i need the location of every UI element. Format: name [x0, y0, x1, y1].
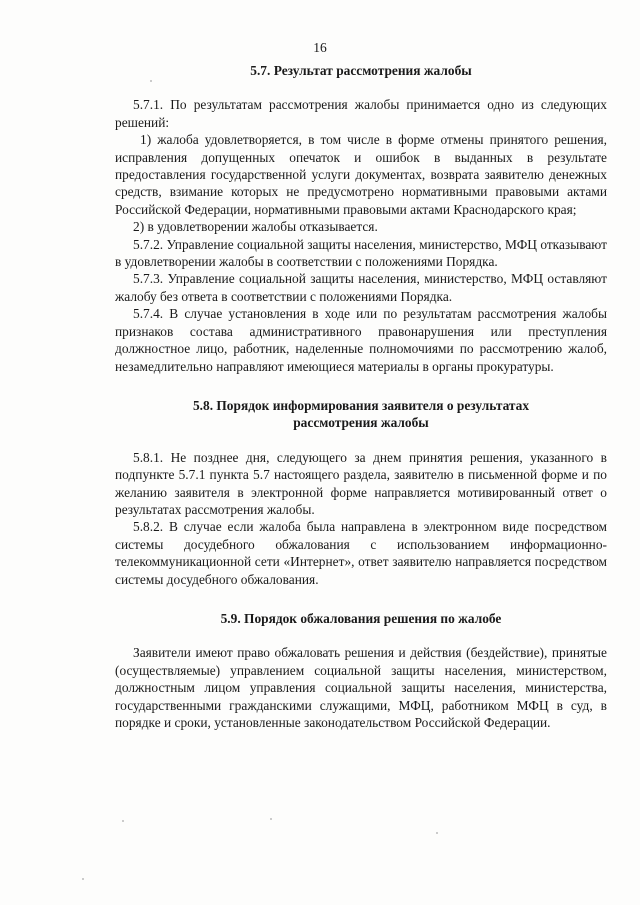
section-5-9-paragraph: Заявители имеют право обжаловать решения и действия (бездействие), принятые (осуществляемые) управлением социальной защиты населения, министерством, должностным лицом управления социальной защиты населения, министерства, государственными гражданскими служащими, МФЦ, работником МФЦ в суд, в порядке и сроки, установленные законодательством Российской Федерации. — [115, 645, 607, 730]
section-5-8-1-paragraph: 5.8.1. Не позднее дня, следующего за днем принятия решения, указанного в подпункте 5.7.1 пункта 5.7 настоящего раздела, заявителю в письменной форме и по желанию заявителя в электронной форме направляется мотивированный ответ о результатах рассмотрения жалобы. — [115, 449, 607, 517]
section-5-8-2-paragraph: 5.8.2. В случае если жалоба была направлена в электронном виде посредством системы досудебного обжалования с использованием информационно-телекоммуникационной сети «Интернет», ответ заявителю направляется посредством системы досудебного обжалования. — [115, 519, 607, 587]
section-5-7-1-paragraph: 5.7.1. По результатам рассмотрения жалобы принимается одно из следующих решений: — [115, 97, 607, 130]
scan-speck — [122, 820, 124, 822]
section-5-7-1-item-2: 2) в удовлетворении жалобы отказывается. — [133, 219, 378, 235]
section-5-8-title-line-2: рассмотрения жалобы — [293, 415, 429, 431]
scan-speck — [82, 878, 84, 880]
section-5-7-4-paragraph: 5.7.4. В случае установления в ходе или по результатам рассмотрения жалобы признаков состава административного правонарушения или преступления должностное лицо, работник, наделенные полномочиями по рассмотрению жалоб, незамедлительно направляют имеющиеся материалы в органы прокуратуры. — [115, 306, 607, 374]
document-body — [115, 62, 607, 731]
section-5-7-2-paragraph: 5.7.2. Управление социальной защиты населения, министерство, МФЦ отказывают в удовлетворении жалобы в соответствии с положениями Порядка. — [115, 236, 607, 270]
section-5-7-3-paragraph: 5.7.3. Управление социальной защиты населения, министерство, МФЦ оставляют жалобу без ответа в соответствии с положениями Порядка. — [115, 271, 607, 304]
section-5-7-title: 5.7. Результат рассмотрения жалобы — [250, 63, 472, 78]
scan-speck — [270, 818, 272, 820]
section-5-8-title-line-1: 5.8. Порядок информирования заявителя о результатах — [192, 397, 530, 413]
section-5-7-1-item-1: 1) жалоба удовлетворяется, в том числе в форме отмены принятого решения, исправления допущенных опечаток и ошибок в выданных в результате предоставления государственной услуги документах, возврата заявителю денежных средств, взимание которых не предусмотрено нормативными правовыми актами Российской Федерации, нормативными правовыми актами Краснодарского края; — [115, 132, 607, 217]
page-number: 16 — [313, 40, 327, 55]
scan-speck — [436, 832, 438, 834]
section-5-9-title: 5.9. Порядок обжалования решения по жалобе — [220, 610, 502, 626]
scan-speck — [150, 80, 152, 82]
